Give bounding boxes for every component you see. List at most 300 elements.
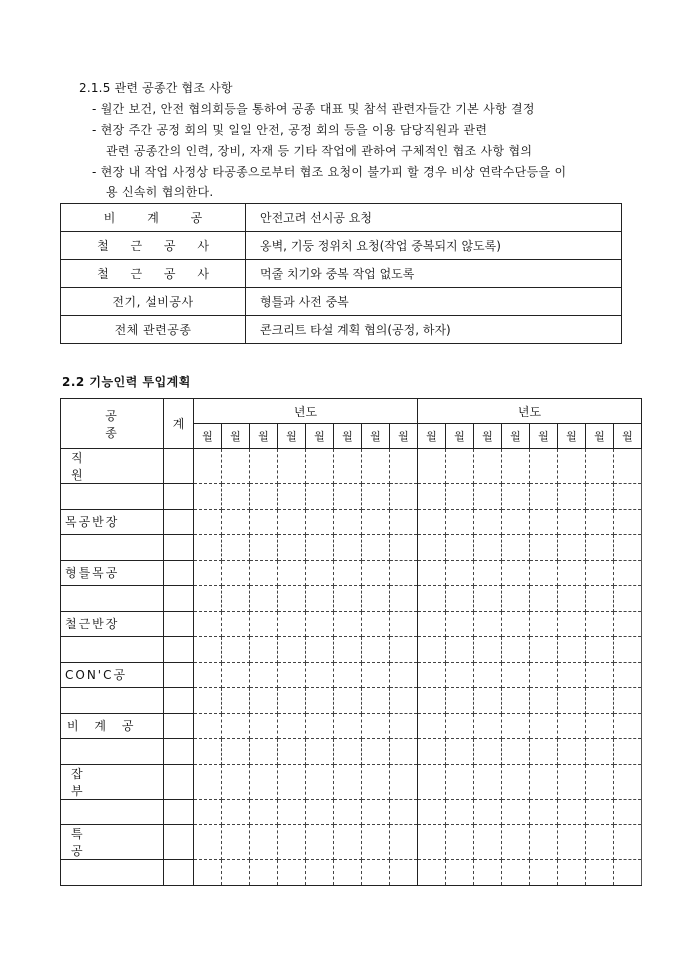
month-cell[interactable] bbox=[194, 611, 222, 637]
month-cell[interactable] bbox=[474, 662, 502, 688]
trade-sub-row bbox=[61, 860, 642, 886]
month-cell[interactable] bbox=[558, 560, 586, 586]
month-cell[interactable] bbox=[502, 825, 530, 860]
total-cell bbox=[164, 535, 194, 561]
header-month: 월 bbox=[250, 424, 278, 449]
month-cell[interactable] bbox=[278, 688, 306, 714]
month-cell[interactable] bbox=[278, 739, 306, 765]
month-cell[interactable] bbox=[278, 449, 306, 484]
month-cell[interactable] bbox=[502, 611, 530, 637]
month-cell[interactable] bbox=[586, 662, 614, 688]
month-cell[interactable] bbox=[362, 688, 390, 714]
month-cell[interactable] bbox=[502, 509, 530, 535]
month-cell[interactable] bbox=[306, 637, 334, 663]
month-cell[interactable] bbox=[390, 637, 418, 663]
month-cell[interactable] bbox=[362, 825, 390, 860]
month-cell[interactable] bbox=[278, 637, 306, 663]
month-cell[interactable] bbox=[334, 825, 362, 860]
month-cell[interactable] bbox=[446, 611, 474, 637]
month-cell[interactable] bbox=[418, 739, 446, 765]
month-cell[interactable] bbox=[222, 611, 250, 637]
month-cell[interactable] bbox=[250, 764, 278, 799]
month-cell[interactable] bbox=[250, 509, 278, 535]
month-cell[interactable] bbox=[502, 535, 530, 561]
month-cell[interactable] bbox=[222, 586, 250, 612]
month-cell[interactable] bbox=[614, 739, 642, 765]
month-cell[interactable] bbox=[558, 764, 586, 799]
month-cell[interactable] bbox=[586, 713, 614, 739]
trade-sub-row bbox=[61, 535, 642, 561]
total-cell bbox=[164, 611, 194, 637]
total-cell bbox=[164, 739, 194, 765]
month-cell[interactable] bbox=[306, 535, 334, 561]
month-cell[interactable] bbox=[586, 860, 614, 886]
month-cell[interactable] bbox=[362, 484, 390, 510]
month-cell[interactable] bbox=[586, 611, 614, 637]
month-cell[interactable] bbox=[558, 535, 586, 561]
month-cell[interactable] bbox=[502, 484, 530, 510]
month-cell[interactable] bbox=[418, 586, 446, 612]
month-cell[interactable] bbox=[446, 688, 474, 714]
month-cell[interactable] bbox=[362, 713, 390, 739]
month-cell[interactable] bbox=[474, 688, 502, 714]
month-cell[interactable] bbox=[418, 688, 446, 714]
month-cell[interactable] bbox=[474, 560, 502, 586]
month-cell[interactable] bbox=[334, 484, 362, 510]
month-cell[interactable] bbox=[278, 799, 306, 825]
month-cell[interactable] bbox=[362, 509, 390, 535]
trade-cell: 비 계 공 bbox=[61, 204, 246, 232]
month-cell[interactable] bbox=[558, 799, 586, 825]
total-cell bbox=[164, 586, 194, 612]
month-cell[interactable] bbox=[558, 825, 586, 860]
month-cell[interactable] bbox=[278, 484, 306, 510]
month-cell[interactable] bbox=[334, 739, 362, 765]
month-cell[interactable] bbox=[278, 662, 306, 688]
month-cell[interactable] bbox=[278, 825, 306, 860]
month-cell[interactable] bbox=[278, 560, 306, 586]
month-cell[interactable] bbox=[222, 764, 250, 799]
month-cell[interactable] bbox=[250, 449, 278, 484]
month-cell[interactable] bbox=[586, 449, 614, 484]
month-cell[interactable] bbox=[222, 637, 250, 663]
month-cell[interactable] bbox=[306, 449, 334, 484]
month-cell[interactable] bbox=[222, 535, 250, 561]
month-cell[interactable] bbox=[250, 688, 278, 714]
month-cell[interactable] bbox=[446, 860, 474, 886]
month-cell[interactable] bbox=[390, 799, 418, 825]
month-cell[interactable] bbox=[306, 484, 334, 510]
month-cell[interactable] bbox=[362, 764, 390, 799]
month-cell[interactable] bbox=[614, 560, 642, 586]
month-cell[interactable] bbox=[614, 764, 642, 799]
month-cell[interactable] bbox=[558, 509, 586, 535]
month-cell[interactable] bbox=[418, 509, 446, 535]
month-cell[interactable] bbox=[194, 449, 222, 484]
month-cell[interactable] bbox=[474, 739, 502, 765]
month-cell[interactable] bbox=[418, 611, 446, 637]
month-cell[interactable] bbox=[530, 560, 558, 586]
month-cell[interactable] bbox=[502, 688, 530, 714]
total-cell bbox=[164, 713, 194, 739]
month-cell[interactable] bbox=[334, 535, 362, 561]
month-cell[interactable] bbox=[446, 764, 474, 799]
month-cell[interactable] bbox=[530, 449, 558, 484]
month-cell[interactable] bbox=[390, 688, 418, 714]
month-cell[interactable] bbox=[614, 484, 642, 510]
bullet-item-continuation: 관련 공종간의 인력, 장비, 자재 등 기타 작업에 관하여 구체적인 협조 사항 협의 bbox=[106, 144, 533, 158]
section-title: 2.2 기능인력 투입계획 bbox=[62, 375, 191, 389]
month-cell[interactable] bbox=[250, 739, 278, 765]
month-cell[interactable] bbox=[390, 449, 418, 484]
month-cell[interactable] bbox=[502, 764, 530, 799]
month-cell[interactable] bbox=[446, 662, 474, 688]
month-cell[interactable] bbox=[362, 560, 390, 586]
month-cell[interactable] bbox=[222, 825, 250, 860]
month-cell[interactable] bbox=[390, 509, 418, 535]
month-cell[interactable] bbox=[558, 637, 586, 663]
month-cell[interactable] bbox=[614, 637, 642, 663]
month-cell[interactable] bbox=[390, 484, 418, 510]
month-cell[interactable] bbox=[194, 560, 222, 586]
month-cell[interactable] bbox=[474, 764, 502, 799]
trade-row bbox=[61, 509, 642, 535]
month-cell[interactable] bbox=[306, 662, 334, 688]
month-cell[interactable] bbox=[306, 860, 334, 886]
month-cell[interactable] bbox=[502, 586, 530, 612]
month-cell[interactable] bbox=[446, 509, 474, 535]
month-cell[interactable] bbox=[250, 560, 278, 586]
month-cell[interactable] bbox=[586, 688, 614, 714]
cooperation-table bbox=[60, 203, 622, 344]
month-cell[interactable] bbox=[334, 764, 362, 799]
month-cell[interactable] bbox=[390, 611, 418, 637]
month-cell[interactable] bbox=[614, 860, 642, 886]
month-cell[interactable] bbox=[446, 739, 474, 765]
month-cell[interactable] bbox=[530, 509, 558, 535]
month-cell[interactable] bbox=[530, 611, 558, 637]
bullet-item: - 현장 내 작업 사정상 타공종으로부터 협조 요청이 불가피 할 경우 비상 연락수단등을 이 bbox=[92, 165, 567, 179]
month-cell[interactable] bbox=[334, 662, 362, 688]
month-cell[interactable] bbox=[474, 586, 502, 612]
month-cell[interactable] bbox=[362, 860, 390, 886]
month-cell[interactable] bbox=[530, 860, 558, 886]
month-cell[interactable] bbox=[418, 764, 446, 799]
month-cell[interactable] bbox=[194, 688, 222, 714]
month-cell[interactable] bbox=[530, 764, 558, 799]
trade-cell bbox=[61, 860, 164, 886]
month-cell[interactable] bbox=[222, 860, 250, 886]
month-cell[interactable] bbox=[558, 662, 586, 688]
month-cell[interactable] bbox=[194, 637, 222, 663]
month-cell[interactable] bbox=[250, 535, 278, 561]
trade-cell bbox=[61, 535, 164, 561]
trade-row bbox=[61, 713, 642, 739]
month-cell[interactable] bbox=[334, 860, 362, 886]
manpower-plan-table bbox=[60, 398, 642, 886]
month-cell[interactable] bbox=[194, 535, 222, 561]
month-cell[interactable] bbox=[502, 662, 530, 688]
month-cell[interactable] bbox=[362, 586, 390, 612]
header-trade: 공 종 bbox=[61, 399, 164, 449]
month-cell[interactable] bbox=[278, 586, 306, 612]
month-cell[interactable] bbox=[474, 484, 502, 510]
month-cell[interactable] bbox=[334, 799, 362, 825]
header-month: 월 bbox=[530, 424, 558, 449]
month-cell[interactable] bbox=[614, 713, 642, 739]
month-cell[interactable] bbox=[250, 860, 278, 886]
month-cell[interactable] bbox=[474, 449, 502, 484]
month-cell[interactable] bbox=[614, 449, 642, 484]
month-cell[interactable] bbox=[418, 662, 446, 688]
trade-cell: 전기, 설비공사 bbox=[61, 288, 246, 316]
month-cell[interactable] bbox=[250, 484, 278, 510]
month-cell[interactable] bbox=[194, 764, 222, 799]
month-cell[interactable] bbox=[222, 449, 250, 484]
month-cell[interactable] bbox=[586, 560, 614, 586]
month-cell[interactable] bbox=[558, 688, 586, 714]
month-cell[interactable] bbox=[334, 611, 362, 637]
month-cell[interactable] bbox=[530, 799, 558, 825]
month-cell[interactable] bbox=[390, 825, 418, 860]
trade-row bbox=[61, 449, 642, 484]
month-cell[interactable] bbox=[250, 637, 278, 663]
trade-cell bbox=[61, 611, 164, 637]
month-cell[interactable] bbox=[502, 637, 530, 663]
month-cell[interactable] bbox=[390, 586, 418, 612]
month-cell[interactable] bbox=[194, 799, 222, 825]
month-cell[interactable] bbox=[390, 860, 418, 886]
month-cell[interactable] bbox=[278, 860, 306, 886]
month-cell[interactable] bbox=[278, 509, 306, 535]
month-cell[interactable] bbox=[614, 611, 642, 637]
month-cell[interactable] bbox=[306, 764, 334, 799]
month-cell[interactable] bbox=[222, 688, 250, 714]
month-cell[interactable] bbox=[614, 688, 642, 714]
month-cell[interactable] bbox=[418, 713, 446, 739]
month-cell[interactable] bbox=[614, 799, 642, 825]
month-cell[interactable] bbox=[446, 560, 474, 586]
month-cell[interactable] bbox=[586, 509, 614, 535]
trade-row bbox=[61, 764, 642, 799]
month-cell[interactable] bbox=[278, 764, 306, 799]
month-cell[interactable] bbox=[306, 509, 334, 535]
month-cell[interactable] bbox=[194, 484, 222, 510]
month-cell[interactable] bbox=[558, 739, 586, 765]
month-cell[interactable] bbox=[306, 560, 334, 586]
trade-cell: 전체 관련공종 bbox=[61, 316, 246, 344]
month-cell[interactable] bbox=[306, 713, 334, 739]
month-cell[interactable] bbox=[390, 662, 418, 688]
month-cell[interactable] bbox=[334, 713, 362, 739]
month-cell[interactable] bbox=[390, 535, 418, 561]
month-cell[interactable] bbox=[222, 739, 250, 765]
month-cell[interactable] bbox=[334, 688, 362, 714]
month-cell[interactable] bbox=[418, 825, 446, 860]
bullet-item-continuation: 용 신속히 협의한다. bbox=[106, 185, 214, 199]
trade-row bbox=[61, 825, 642, 860]
month-cell[interactable] bbox=[222, 799, 250, 825]
month-cell[interactable] bbox=[474, 713, 502, 739]
month-cell[interactable] bbox=[446, 799, 474, 825]
month-cell[interactable] bbox=[474, 825, 502, 860]
month-cell[interactable] bbox=[222, 484, 250, 510]
month-cell[interactable] bbox=[558, 611, 586, 637]
month-cell[interactable] bbox=[278, 535, 306, 561]
month-cell[interactable] bbox=[474, 509, 502, 535]
trade-label: 직 원 bbox=[71, 451, 109, 482]
month-cell[interactable] bbox=[530, 739, 558, 765]
month-cell[interactable] bbox=[306, 586, 334, 612]
month-cell[interactable] bbox=[530, 662, 558, 688]
month-cell[interactable] bbox=[362, 611, 390, 637]
trade-cell bbox=[61, 688, 164, 714]
month-cell[interactable] bbox=[194, 713, 222, 739]
month-cell[interactable] bbox=[614, 586, 642, 612]
month-cell[interactable] bbox=[390, 764, 418, 799]
month-cell[interactable] bbox=[474, 637, 502, 663]
trade-cell bbox=[61, 560, 164, 586]
month-cell[interactable] bbox=[390, 713, 418, 739]
month-cell[interactable] bbox=[194, 739, 222, 765]
trade-cell bbox=[61, 586, 164, 612]
month-cell[interactable] bbox=[334, 509, 362, 535]
month-cell[interactable] bbox=[334, 560, 362, 586]
month-cell[interactable] bbox=[418, 799, 446, 825]
month-cell[interactable] bbox=[502, 860, 530, 886]
month-cell[interactable] bbox=[446, 637, 474, 663]
table-row bbox=[61, 260, 622, 288]
month-cell[interactable] bbox=[194, 825, 222, 860]
month-cell[interactable] bbox=[446, 535, 474, 561]
month-cell[interactable] bbox=[446, 825, 474, 860]
month-cell[interactable] bbox=[362, 799, 390, 825]
month-cell[interactable] bbox=[446, 713, 474, 739]
bullet-item: - 현장 주간 공정 회의 및 일일 안전, 공정 회의 등을 이용 담당직원과 관련 bbox=[92, 123, 488, 137]
month-cell[interactable] bbox=[530, 484, 558, 510]
month-cell[interactable] bbox=[194, 586, 222, 612]
month-cell[interactable] bbox=[558, 484, 586, 510]
month-cell[interactable] bbox=[530, 535, 558, 561]
month-cell[interactable] bbox=[194, 509, 222, 535]
month-cell[interactable] bbox=[334, 449, 362, 484]
month-cell[interactable] bbox=[446, 449, 474, 484]
month-cell[interactable] bbox=[586, 764, 614, 799]
month-cell[interactable] bbox=[418, 484, 446, 510]
trade-sub-row bbox=[61, 799, 642, 825]
month-cell[interactable] bbox=[306, 799, 334, 825]
month-cell[interactable] bbox=[586, 484, 614, 510]
month-cell[interactable] bbox=[250, 713, 278, 739]
month-cell[interactable] bbox=[306, 611, 334, 637]
description-cell: 콘크리트 타설 계획 협의(공정, 하자) bbox=[246, 316, 622, 344]
trade-cell bbox=[61, 449, 164, 484]
month-cell[interactable] bbox=[362, 662, 390, 688]
month-cell[interactable] bbox=[614, 825, 642, 860]
month-cell[interactable] bbox=[502, 560, 530, 586]
month-cell[interactable] bbox=[558, 586, 586, 612]
month-cell[interactable] bbox=[362, 739, 390, 765]
month-cell[interactable] bbox=[306, 825, 334, 860]
month-cell[interactable] bbox=[474, 799, 502, 825]
month-cell[interactable] bbox=[614, 535, 642, 561]
month-cell[interactable] bbox=[586, 586, 614, 612]
month-cell[interactable] bbox=[278, 713, 306, 739]
month-cell[interactable] bbox=[390, 739, 418, 765]
header-month: 월 bbox=[362, 424, 390, 449]
month-cell[interactable] bbox=[586, 799, 614, 825]
month-cell[interactable] bbox=[278, 611, 306, 637]
month-cell[interactable] bbox=[474, 535, 502, 561]
month-cell[interactable] bbox=[474, 611, 502, 637]
month-cell[interactable] bbox=[614, 662, 642, 688]
month-cell[interactable] bbox=[362, 637, 390, 663]
month-cell[interactable] bbox=[502, 713, 530, 739]
month-cell[interactable] bbox=[558, 860, 586, 886]
month-cell[interactable] bbox=[446, 586, 474, 612]
month-cell[interactable] bbox=[502, 739, 530, 765]
month-cell[interactable] bbox=[530, 688, 558, 714]
month-cell[interactable] bbox=[250, 799, 278, 825]
month-cell[interactable] bbox=[306, 739, 334, 765]
trade-sub-row bbox=[61, 637, 642, 663]
month-cell[interactable] bbox=[502, 799, 530, 825]
month-cell[interactable] bbox=[250, 586, 278, 612]
month-cell[interactable] bbox=[250, 825, 278, 860]
month-cell[interactable] bbox=[334, 586, 362, 612]
month-cell[interactable] bbox=[586, 637, 614, 663]
month-cell[interactable] bbox=[530, 825, 558, 860]
header-month: 월 bbox=[194, 424, 222, 449]
month-cell[interactable] bbox=[614, 509, 642, 535]
month-cell[interactable] bbox=[306, 688, 334, 714]
month-cell[interactable] bbox=[502, 449, 530, 484]
month-cell[interactable] bbox=[586, 825, 614, 860]
total-cell bbox=[164, 688, 194, 714]
month-cell[interactable] bbox=[558, 449, 586, 484]
month-cell[interactable] bbox=[222, 509, 250, 535]
header-month: 월 bbox=[334, 424, 362, 449]
month-cell[interactable] bbox=[474, 860, 502, 886]
month-cell[interactable] bbox=[222, 713, 250, 739]
month-cell[interactable] bbox=[418, 860, 446, 886]
month-cell[interactable] bbox=[530, 637, 558, 663]
month-cell[interactable] bbox=[418, 637, 446, 663]
month-cell[interactable] bbox=[362, 449, 390, 484]
month-cell[interactable] bbox=[530, 586, 558, 612]
month-cell[interactable] bbox=[250, 662, 278, 688]
month-cell[interactable] bbox=[362, 535, 390, 561]
month-cell[interactable] bbox=[390, 560, 418, 586]
month-cell[interactable] bbox=[446, 484, 474, 510]
header-month: 월 bbox=[474, 424, 502, 449]
month-cell[interactable] bbox=[250, 611, 278, 637]
month-cell[interactable] bbox=[418, 449, 446, 484]
month-cell[interactable] bbox=[558, 713, 586, 739]
month-cell[interactable] bbox=[222, 662, 250, 688]
month-cell[interactable] bbox=[586, 535, 614, 561]
month-cell[interactable] bbox=[194, 860, 222, 886]
month-cell[interactable] bbox=[586, 739, 614, 765]
month-cell[interactable] bbox=[530, 713, 558, 739]
trade-row bbox=[61, 662, 642, 688]
month-cell[interactable] bbox=[194, 662, 222, 688]
month-cell[interactable] bbox=[418, 560, 446, 586]
month-cell[interactable] bbox=[222, 560, 250, 586]
header-month: 월 bbox=[586, 424, 614, 449]
month-cell[interactable] bbox=[334, 637, 362, 663]
month-cell[interactable] bbox=[418, 535, 446, 561]
